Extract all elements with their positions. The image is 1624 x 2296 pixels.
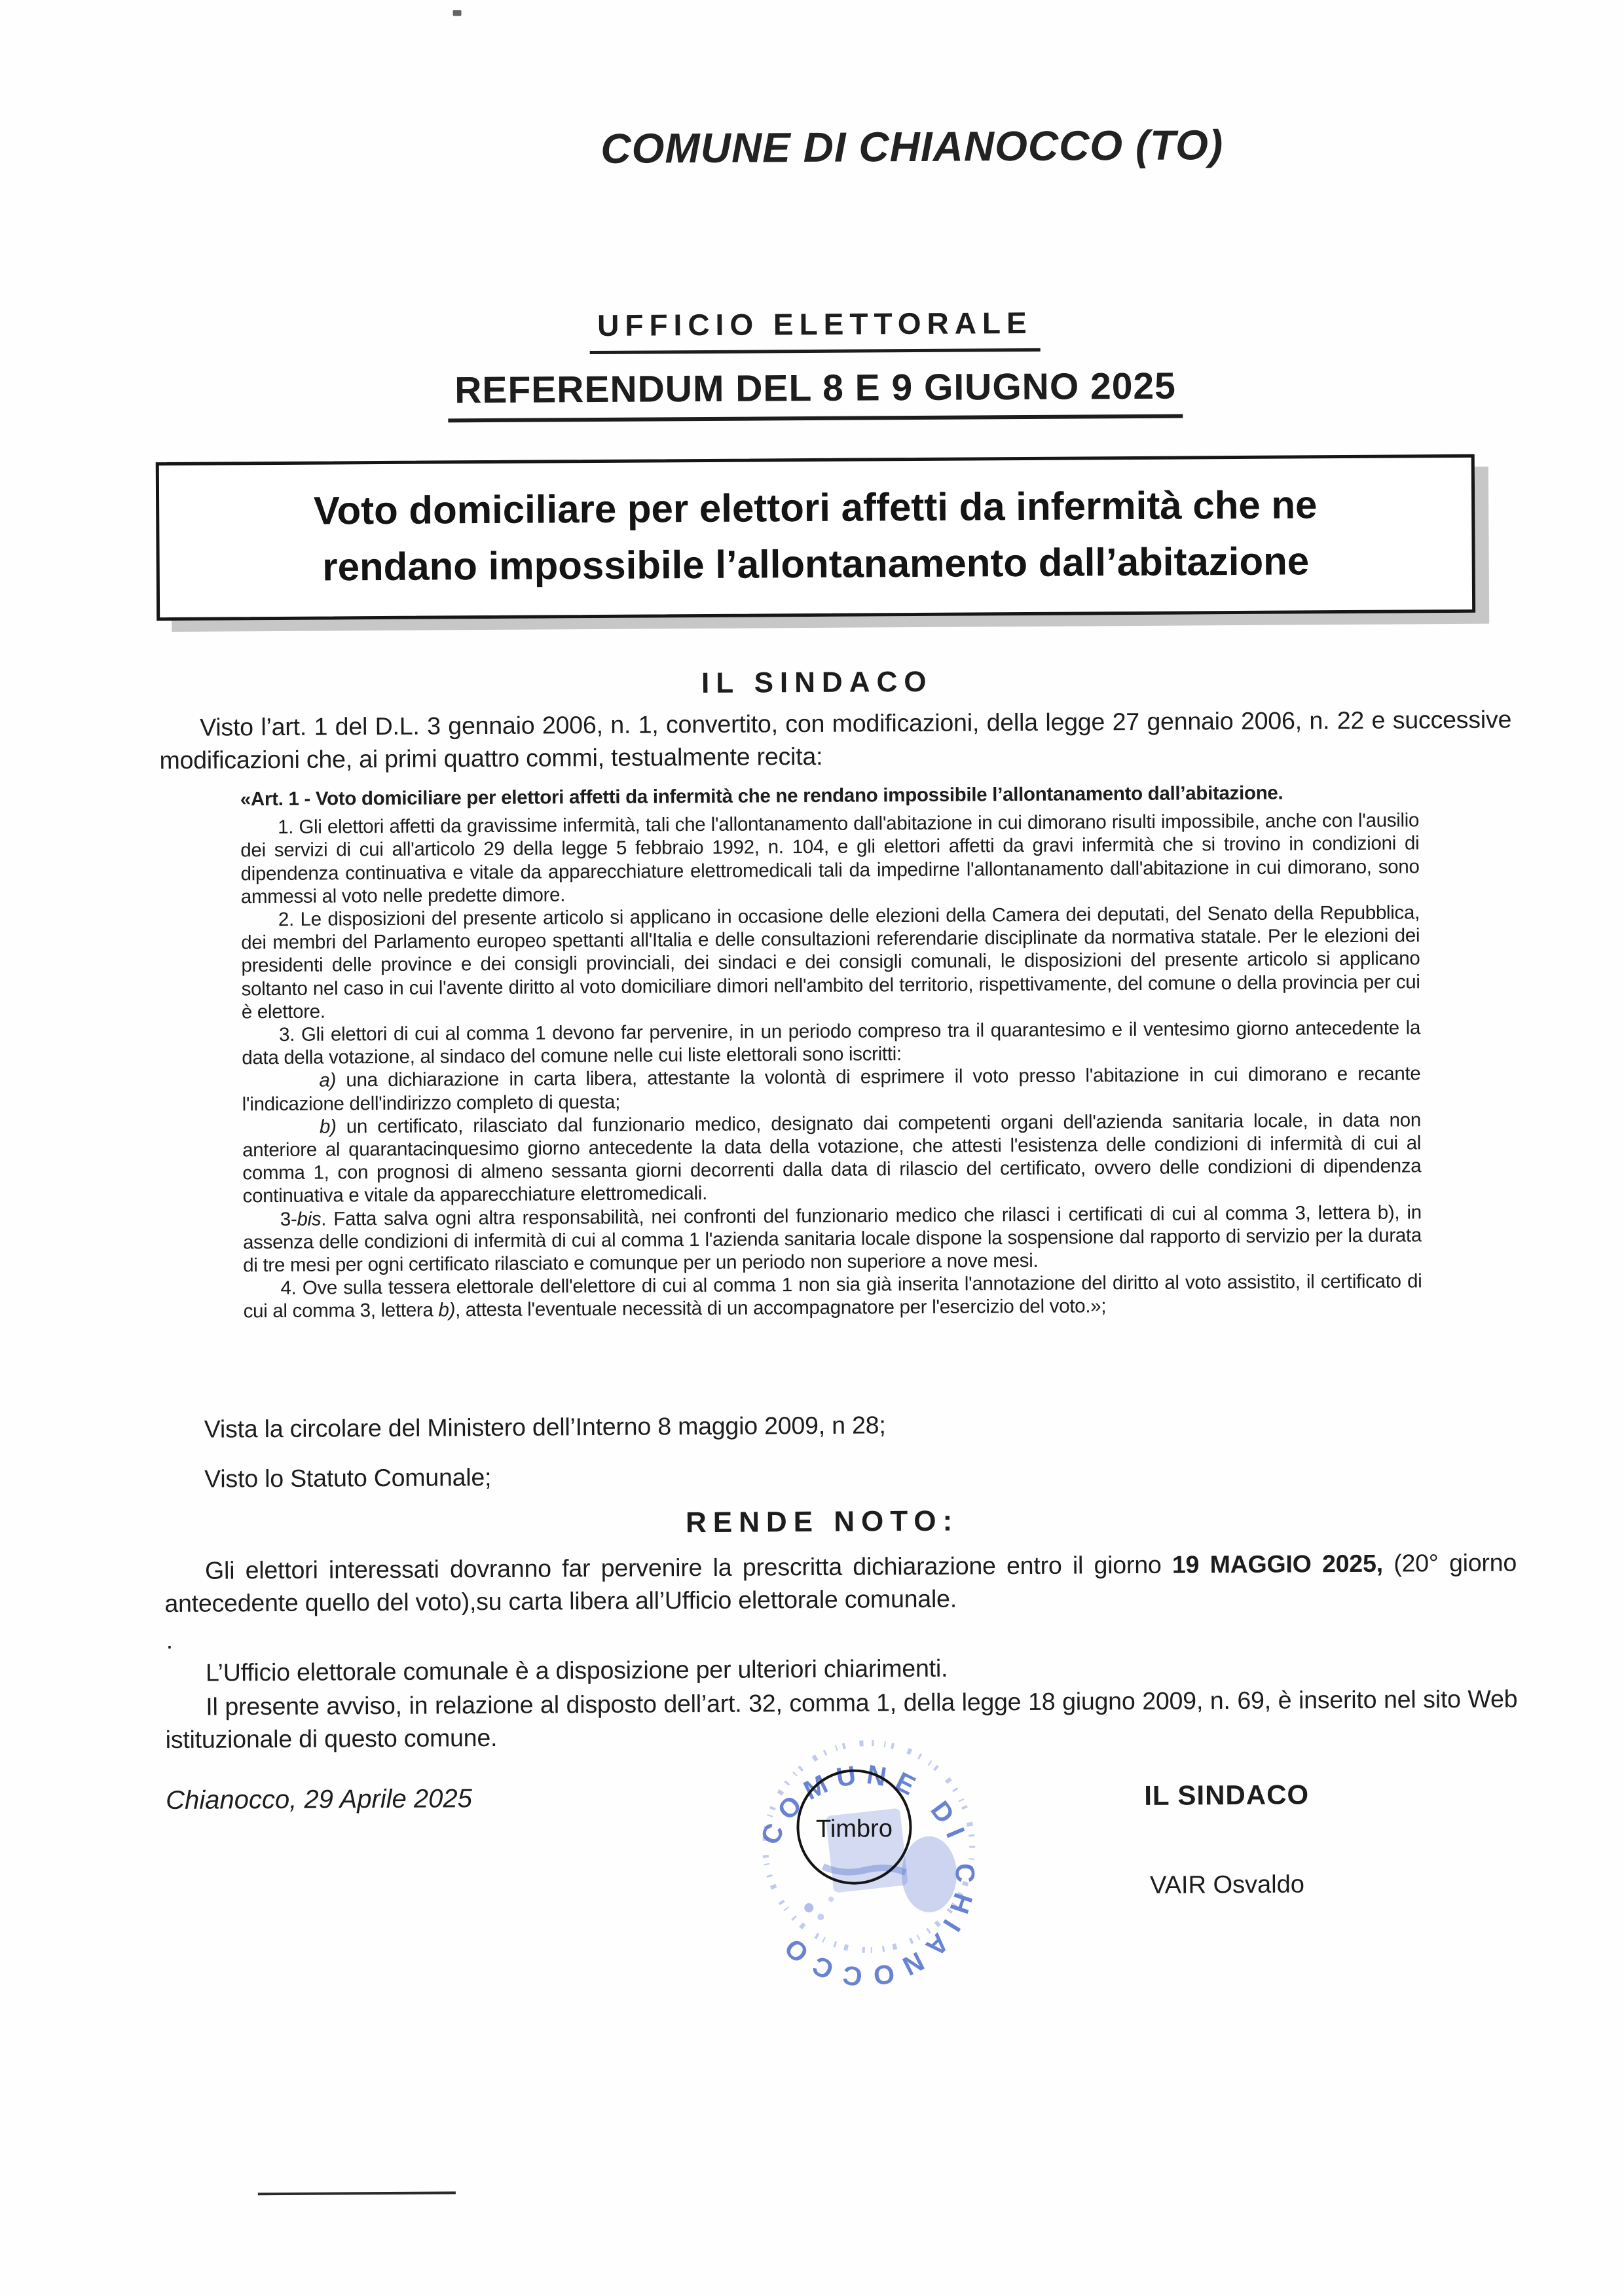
law-paragraph-1: 1. Gli elettori affetti da gravissime infermità, tali che l'allontanamento dall'abitazione in cui dimorano risulti impossibile, anche con l'ausilio dei servizi di cui all'articolo 29 della legge 5 febbraio 1992, n. 104, e gli elettori affetti da gravi infermità che si trovino in condizioni di dipendenza continuativa e vitale da apparecchiature elettromedicali tali da impedirne l'allontanamento dall'abitazione in cui dimorano, sono ammessi al voto nelle predette dimore. (240, 809, 1420, 908)
sindaco-heading: IL SINDACO (701, 665, 933, 700)
notice-title-line1: Voto domiciliare per elettori affetti da infermità che ne (313, 483, 1318, 533)
rende-noto-heading: RENDE NOTO: (685, 1504, 959, 1539)
office-heading-text: UFFICIO ELETTORALE (589, 305, 1041, 354)
visto-statuto-line: Visto lo Statuto Comunale; (204, 1463, 492, 1493)
stamp-speckle (817, 1914, 824, 1920)
law-paragraph-4: 4. Ove sulla tessera elettorale dell'elettore di cui al comma 1 non sia già inserita l'annotazione del diritto al voto assistito, il certificato di cui al comma 3, lettera b), attesta l'eventuale necessità di un accompagnatore per l'esercizio del voto.»; (243, 1270, 1422, 1322)
stamp-speckle (828, 1897, 834, 1902)
vista-circolare-line: Vista la circolare del Ministero dell’Interno 8 maggio 2009, n 28; (204, 1411, 886, 1443)
timbro-label: Timbro (815, 1815, 893, 1843)
signature-role: IL SINDACO (1144, 1779, 1310, 1811)
premise-paragraph: Visto l’art. 1 del D.L. 3 gennaio 2006, n. 1, convertito, con modificazioni, della legge 27 gennaio 2006, n. 22 e successive modificazioni che, ai primi quattro commi, testualmente recita: (159, 705, 1512, 774)
law-paragraph-2: 2. Le disposizioni del presente articolo si applicano in occasione delle elezioni della Camera dei deputati, del Senato della Repubblica, dei membri del Parlamento europeo spettanti all'Italia e delle consultazioni referendarie disciplinate da normativa statale. Per le elezioni dei presidenti delle province e dei consigli provinciali, dei sindaci e dei consigli comunali, le disposizioni del presente articolo si applicano soltanto nel caso in cui l'avente diritto al voto domiciliare dimori nell'ambito del territorio, rispettivamente, del comune o della provincia per cui è elettore. (241, 902, 1420, 1023)
municipal-stamp (730, 1711, 1007, 2014)
stamp-ring-text: COMUNE DI CHIANOCCO (754, 1758, 981, 1993)
clarifications-line: L’Ufficio elettorale comunale è a disposizione per ulteriori chiarimenti. (205, 1654, 948, 1686)
office-heading (193, 302, 1437, 357)
referendum-heading-text: REFERENDUM DEL 8 E 9 GIUGNO 2025 (448, 365, 1183, 423)
law-paragraph-3bis: 3-bis. Fatta salva ogni altra responsabilità, nei confronti del funzionario medico che rilasci i certificati di cui al comma 3, lettera b), in assenza delle condizioni di infermità di cui al comma 1 l'azienda sanitaria locale dispone la sospensione dal rapporto di servizio per la durata di tre mesi per ogni certificato rilasciato e comunque per un periodo non superiore a nove mesi. (242, 1201, 1422, 1277)
scan-speck-artifact (453, 10, 462, 16)
footer-rule-line (258, 2191, 456, 2195)
stamp-ink-blob-right (902, 1836, 957, 1913)
stamp-speckle (804, 1903, 813, 1912)
notice-title-box (156, 454, 1475, 621)
place-and-date: Chianocco, 29 Aprile 2025 (166, 1784, 473, 1815)
law-quote-block (240, 780, 1422, 1323)
deadline-paragraph: Gli elettori interessati dovranno far pervenire la prescritta dichiarazione entro il giorno 19 MAGGIO 2025, (20° giorno antecedente quello del voto),su carta libera all’Ufficio elettorale comunale. (164, 1548, 1517, 1618)
notice-title-line2: rendano impossibile l’allontanamento dall’abitazione (322, 539, 1310, 589)
stamp-ink-layer (754, 1742, 981, 1993)
signature-name: VAIR Osvaldo (1149, 1870, 1305, 1899)
law-paragraph-3b: b) un certificato, rilasciato dal funzionario medico, designato dai competenti organi dell'azienda sanitaria locale, in data non anteriore al quarantacinquesimo giorno antecedente la data della votazione, che attesti l'esistenza delle condizioni di infermità di cui al comma 1, con prognosi di almeno sessanta giorni decorrenti dalla data di rilascio del certificato, ovvero delle condizioni di dipendenza continuativa e vitale da apparecchiature elettromedicali. (242, 1109, 1422, 1207)
referendum-heading (193, 363, 1437, 424)
law-paragraph-3a: a) una dichiarazione in carta libera, attestante la volontà di esprimere il voto presso l'abitazione in cui dimorano e recante l'indicazione dell'indirizzo completo di questa; (242, 1063, 1421, 1115)
law-article-heading: «Art. 1 - Voto domiciliare per elettori affetti da infermità che ne rendano impossibile l’allontanamento dall’abitazione. (240, 782, 1283, 811)
publication-paragraph: Il presente avviso, in relazione al disposto dell’art. 32, comma 1, della legge 18 giugno 2009, n. 69, è inserito nel sito Web istituzionale di questo comune. (165, 1685, 1518, 1754)
stray-period-artifact: . (166, 1626, 174, 1654)
page-title: COMUNE DI CHIANOCCO (TO) (600, 121, 1224, 172)
law-paragraph-3: 3. Gli elettori di cui al comma 1 devono far pervenire, in un periodo compreso tra il quarantesimo e il ventesimo giorno antecedente la data della votazione, al sindaco del comune nelle cui liste elettorali sono iscritti: (242, 1017, 1421, 1069)
